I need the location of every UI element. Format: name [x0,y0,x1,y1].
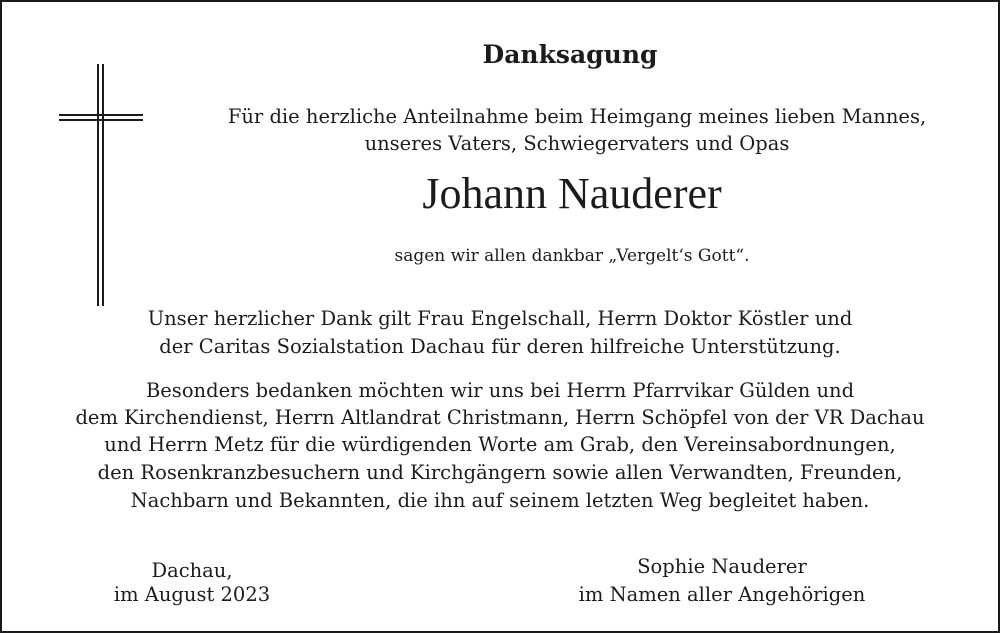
paragraph1-line: der Caritas Sozialstation Dachau für deren hilfreiche Unterstützung. [159,335,841,358]
cross-icon [59,64,145,306]
paragraph2-line: Nachbarn und Bekannten, die ihn auf seinem letzten Weg begleitet haben. [130,489,870,512]
paragraph1-line: Unser herzlicher Dank gilt Frau Engelschall, Herrn Doktor Köstler und [147,307,853,330]
place: Dachau, [151,559,233,582]
paragraph2-line: den Rosenkranzbesuchern und Kirchgängern sowie allen Verwandten, Freunden, [97,461,903,484]
paragraph2-line: dem Kirchendienst, Herrn Altlandrat Christmann, Herrn Schöpfel von der VR Dachau [75,406,925,429]
notice-title: Danksagung [482,40,658,69]
deceased-name: Johann Nauderer [422,169,722,218]
intro-line-1: Für die herzliche Anteilnahme beim Heimgang meines lieben Mannes, [227,105,927,128]
thanks-line: sagen wir allen dankbar „Vergelt‘s Gott“. [394,246,750,266]
paragraph2-line: und Herrn Metz für die würdigenden Worte am Grab, den Vereinsabordnungen, [104,433,896,456]
paragraph2-line: Besonders bedanken möchten wir uns bei Herrn Pfarrvikar Gülden und [145,379,855,402]
signer-name: Sophie Nauderer [637,555,807,578]
date: im August 2023 [113,583,271,606]
intro-line-2: unseres Vaters, Schwiegervaters und Opas [364,132,790,155]
signer-note: im Namen aller Angehörigen [578,583,866,606]
